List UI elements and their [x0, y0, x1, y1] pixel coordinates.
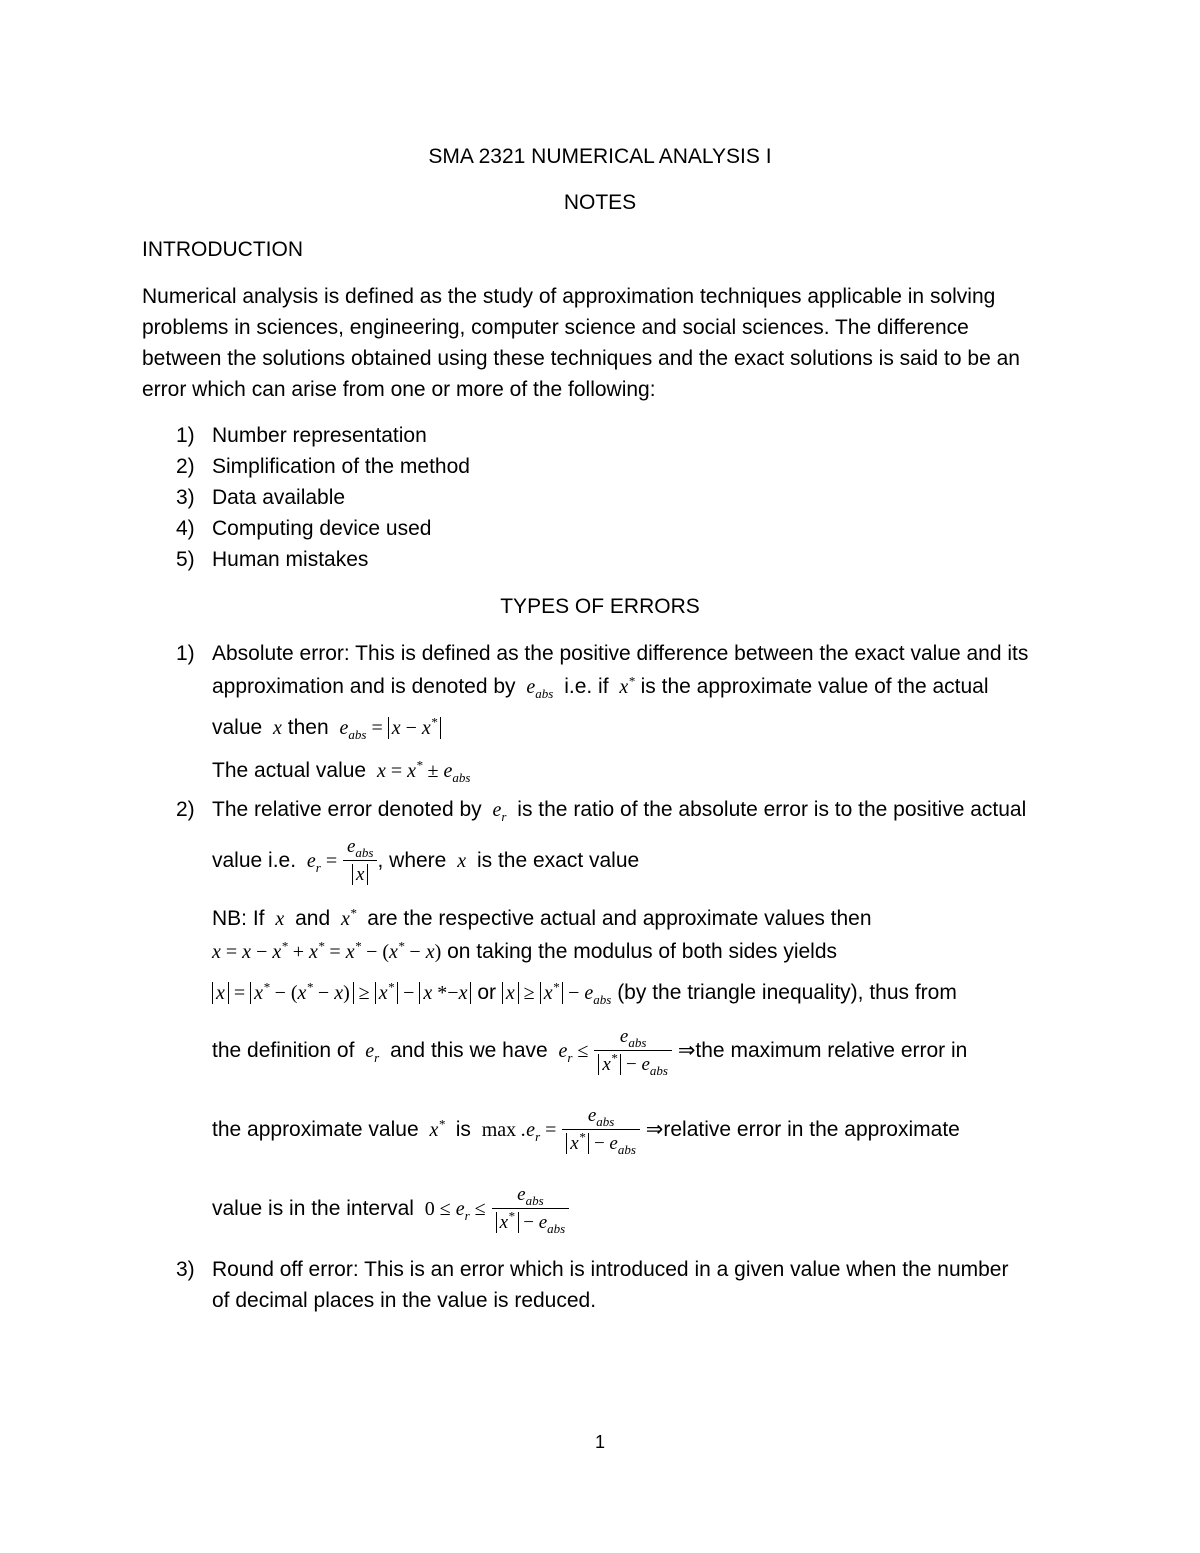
nb-line: [212, 938, 837, 966]
text-span: is: [455, 1118, 471, 1141]
text-span: on taking the modulus of both sides yields: [447, 940, 838, 963]
formula-x: x: [270, 908, 290, 930]
formula-x-star: x*: [424, 1116, 445, 1141]
types-heading: TYPES OF ERRORS: [500, 595, 700, 618]
formula-e-abs: $e_{abs}$: [521, 676, 554, 701]
text-span: value i.e.: [212, 849, 297, 872]
formula-actual-value: $x = x^* \pm e_{abs}$: [371, 757, 471, 785]
formula-interval: $0 \le e_r$ ≤: [424, 1198, 486, 1223]
formula-e-r: $e_r$: [487, 799, 507, 824]
relative-error-line: [212, 796, 1026, 824]
formula-max-e-r: $\max .e_r$ =: [481, 1119, 557, 1144]
round-off-error-line: Round off error: This is an error which is introduced in a given value when the number: [212, 1258, 1009, 1281]
text-span: The relative error denoted by: [212, 798, 482, 821]
nb-line: [212, 979, 957, 1007]
item-number: 3): [176, 1258, 195, 1281]
list-item: Data available: [212, 486, 346, 509]
list-item-number: 2): [176, 455, 195, 478]
actual-value-line: [212, 757, 470, 785]
fraction-relative-error: $\frac{e_{abs}}{x}$: [343, 836, 378, 886]
nb-line: [212, 1103, 960, 1157]
formula-x: x: [452, 850, 472, 872]
nb-line: [212, 1024, 967, 1078]
list-item: Number representation: [212, 424, 427, 447]
text-span: i.e. if: [564, 675, 609, 698]
text-span: NB: If: [212, 907, 265, 930]
fraction-max-relative-error: $\frac{e_{abs}}{x^* - e_{abs}}$: [594, 1026, 672, 1076]
formula-x: x: [268, 717, 282, 739]
formula-x-star: x*: [335, 905, 357, 930]
formula-e-r: $e_r$ =: [301, 850, 338, 875]
item-number: 1): [176, 642, 195, 665]
list-item-number: 5): [176, 548, 195, 571]
list-item: Computing device used: [212, 517, 432, 540]
implies-symbol: ⇒: [677, 1039, 696, 1062]
absolute-error-line: [212, 714, 441, 742]
text-span: the maximum relative error in: [695, 1039, 968, 1062]
intro-paragraph-line: Numerical analysis is defined as the study of approximation techniques applicable in solving: [142, 285, 996, 308]
formula-triangle-inequality: x = x* − (x* − x) ≥ x* − x *−x: [212, 982, 471, 1004]
text-span: and: [295, 907, 331, 930]
text-span: the definition of: [212, 1039, 355, 1062]
round-off-error-line: of decimal places in the value is reduced.: [212, 1289, 597, 1312]
text-span: then: [287, 716, 329, 739]
max-label: max: [481, 1119, 517, 1141]
text-span: , where: [377, 849, 447, 872]
page-number: 1: [594, 1432, 605, 1452]
intro-paragraph-line: problems in sciences, engineering, computer science and social sciences. The difference: [142, 316, 969, 339]
formula-e-r: $e_r$: [360, 1040, 380, 1065]
formula-absolute-error: $e_{abs} = x - x^*$: [335, 717, 442, 739]
formula-identity: x = x − x* + x* = x* − (x* − x): [212, 938, 442, 963]
absolute-error-line: [212, 673, 989, 701]
list-item-number: 4): [176, 517, 195, 540]
formula-e-r-leq: $e_r$ ≤: [553, 1040, 589, 1065]
text-span: relative error in the approximate: [663, 1118, 960, 1141]
fraction-max-relative-error: $\frac{e_{abs}}{x^* - e_{abs}}$: [562, 1105, 640, 1155]
text-span: is the approximate value of the actual: [640, 675, 989, 698]
text-span: is the exact value: [476, 849, 640, 872]
intro-paragraph-line: error which can arise from one or more of the following:: [142, 378, 656, 401]
list-item: Human mistakes: [212, 548, 369, 571]
list-item-number: 1): [176, 424, 195, 447]
notes-subtitle: NOTES: [563, 191, 637, 214]
text-span: is the ratio of the absolute error is to the positive actual: [517, 798, 1027, 821]
implies-symbol: ⇒: [645, 1118, 664, 1141]
text-span: approximation and is denoted by: [212, 675, 516, 698]
formula-lower-bound: $x \ge x^* - e_{abs}$: [502, 982, 612, 1004]
text-span: the approximate value: [212, 1118, 419, 1141]
relative-error-line: [212, 836, 639, 886]
text-span: are the respective actual and approximate values then: [367, 907, 872, 930]
text-span: value is in the interval: [212, 1197, 414, 1220]
item-number: 2): [176, 798, 195, 821]
formula-x-star: x*: [614, 673, 635, 698]
absolute-error-line: Absolute error: This is defined as the positive difference between the exact value and its: [212, 642, 1029, 665]
list-item: Simplification of the method: [212, 455, 470, 478]
list-item-number: 3): [176, 486, 195, 509]
text-span: and this we have: [390, 1039, 548, 1062]
nb-line: [212, 1182, 569, 1236]
course-title: SMA 2321 NUMERICAL ANALYSIS I: [428, 145, 772, 168]
text-span: value: [212, 716, 263, 739]
fraction-interval-bound: $\frac{e_{abs}}{x^* - e_{abs}}$: [492, 1184, 570, 1234]
nb-line: [212, 905, 872, 933]
intro-paragraph-line: between the solutions obtained using these techniques and the exact solutions is said to be an: [142, 347, 1020, 370]
text-span: or: [477, 981, 496, 1004]
text-span: The actual value: [212, 759, 367, 782]
introduction-heading: INTRODUCTION: [142, 238, 303, 261]
text-span: (by the triangle inequality), thus from: [617, 981, 957, 1004]
